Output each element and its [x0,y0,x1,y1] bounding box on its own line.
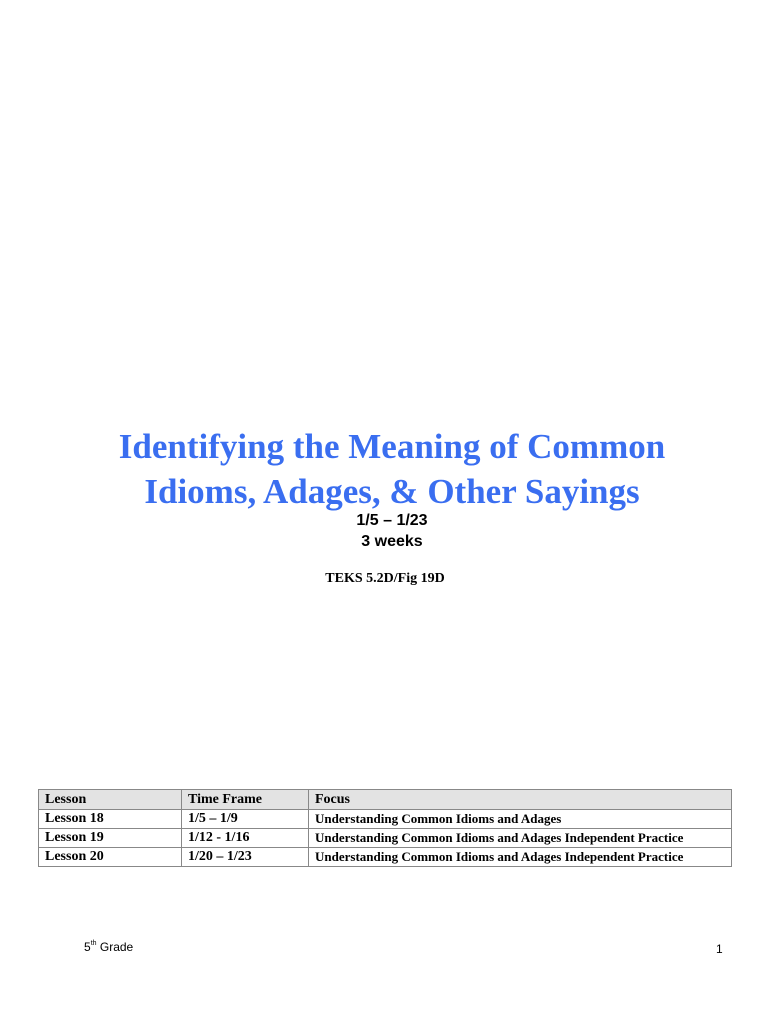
date-range: 1/5 – 1/23 [356,512,428,529]
time-frame-cell: 1/5 – 1/9 [182,810,309,829]
teks-label: TEKS 5.2D/Fig 19D [325,571,445,586]
title-line-1: Identifying the Meaning of Common [118,427,666,466]
header-time-frame: Time Frame [182,790,309,810]
lesson-cell: Lesson 20 [39,848,182,867]
page-number: 1 [716,942,723,956]
title-line-2: Idioms, Adages, & Other Sayings [144,472,640,511]
lesson-schedule-table [38,789,732,867]
date-block [0,510,770,552]
document-title [0,424,770,514]
time-frame-cell: 1/20 – 1/23 [182,848,309,867]
focus-cell: Understanding Common Idioms and Adages Independent Practice [309,829,732,848]
lesson-cell: Lesson 18 [39,810,182,829]
grade-number: 5 [84,940,91,954]
focus-cell: Understanding Common Idioms and Adages Independent Practice [309,848,732,867]
header-lesson: Lesson [39,790,182,810]
table-row [39,829,732,848]
grade-suffix: th [90,940,97,947]
footer-grade [84,940,133,954]
lesson-cell: Lesson 19 [39,829,182,848]
table-row [39,810,732,829]
header-focus: Focus [309,790,732,810]
time-frame-cell: 1/12 - 1/16 [182,829,309,848]
table-row [39,848,732,867]
focus-cell: Understanding Common Idioms and Adages [309,810,732,829]
duration: 3 weeks [361,533,423,550]
grade-label: Grade [99,940,134,954]
table-header-row [39,790,732,810]
